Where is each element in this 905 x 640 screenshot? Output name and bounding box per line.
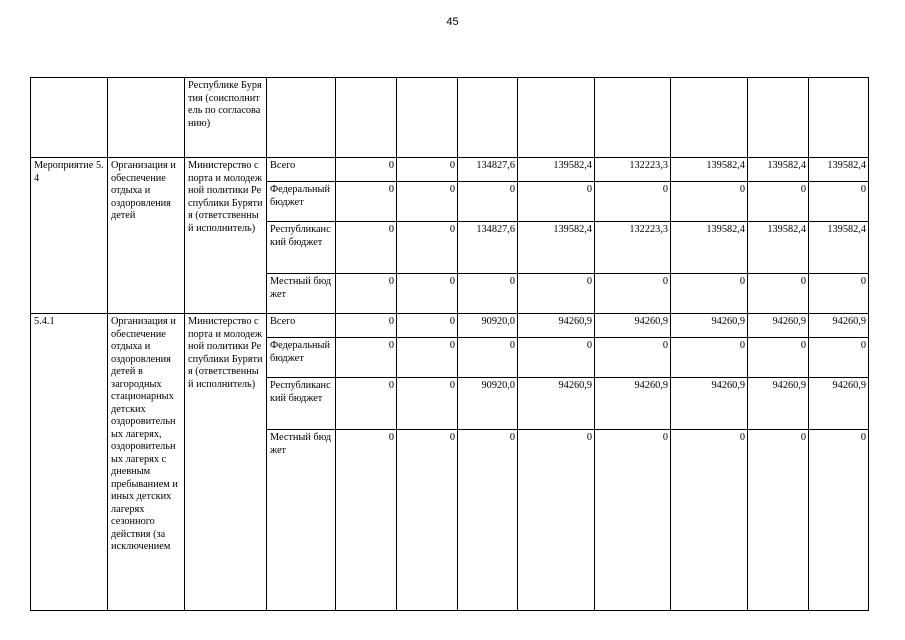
source-cell: Республиканский бюджет <box>267 222 336 274</box>
value-cell: 0 <box>397 274 458 314</box>
value-cell: 0 <box>809 274 869 314</box>
value-cell <box>671 78 748 158</box>
value-cell <box>518 78 595 158</box>
value-cell: 0 <box>595 430 671 611</box>
table-row <box>31 158 869 182</box>
table-row <box>31 78 869 158</box>
value-cell: 0 <box>397 182 458 222</box>
value-cell: 0 <box>748 274 809 314</box>
value-cell: 90920,0 <box>458 314 518 338</box>
source-cell: Местный бюджет <box>267 430 336 611</box>
table-row <box>31 314 869 338</box>
value-cell: 0 <box>595 338 671 378</box>
value-cell: 90920,0 <box>458 378 518 430</box>
value-cell: 94260,9 <box>518 314 595 338</box>
value-cell: 0 <box>809 182 869 222</box>
value-cell <box>748 78 809 158</box>
value-cell: 0 <box>671 274 748 314</box>
value-cell <box>336 78 397 158</box>
value-cell: 0 <box>809 338 869 378</box>
value-cell: 0 <box>397 314 458 338</box>
event-name-cell <box>108 78 185 158</box>
value-cell: 94260,9 <box>809 314 869 338</box>
value-cell: 0 <box>336 338 397 378</box>
value-cell: 0 <box>458 430 518 611</box>
source-cell: Республиканский бюджет <box>267 378 336 430</box>
value-cell: 0 <box>397 222 458 274</box>
value-cell: 0 <box>595 182 671 222</box>
source-cell: Федеральный бюджет <box>267 182 336 222</box>
value-cell: 94260,9 <box>595 378 671 430</box>
value-cell: 0 <box>336 182 397 222</box>
value-cell: 0 <box>748 338 809 378</box>
value-cell: 0 <box>336 274 397 314</box>
value-cell: 0 <box>518 430 595 611</box>
value-cell: 0 <box>458 338 518 378</box>
executor-cell: Министерство спорта и молодежной политики Республики Бурятия (ответственный исполнитель) <box>185 314 267 611</box>
value-cell: 0 <box>671 182 748 222</box>
value-cell: 0 <box>518 274 595 314</box>
value-cell: 132223,3 <box>595 158 671 182</box>
value-cell: 0 <box>518 182 595 222</box>
value-cell: 0 <box>397 378 458 430</box>
executor-cell: Республике Бурятия (соисполнитель по согласованию) <box>185 78 267 158</box>
event-code-cell <box>31 78 108 158</box>
value-cell: 94260,9 <box>748 378 809 430</box>
value-cell: 0 <box>458 182 518 222</box>
value-cell: 0 <box>458 274 518 314</box>
value-cell: 0 <box>671 430 748 611</box>
value-cell: 94260,9 <box>671 314 748 338</box>
value-cell: 139582,4 <box>809 158 869 182</box>
value-cell: 139582,4 <box>518 158 595 182</box>
budget-table <box>30 77 869 611</box>
value-cell: 0 <box>336 222 397 274</box>
value-cell: 0 <box>336 378 397 430</box>
value-cell: 139582,4 <box>748 222 809 274</box>
value-cell: 139582,4 <box>671 158 748 182</box>
value-cell: 139582,4 <box>809 222 869 274</box>
value-cell: 0 <box>397 338 458 378</box>
value-cell: 0 <box>595 274 671 314</box>
value-cell: 139582,4 <box>671 222 748 274</box>
value-cell: 0 <box>336 314 397 338</box>
event-code-cell: Мероприятие 5.4 <box>31 158 108 314</box>
value-cell: 94260,9 <box>748 314 809 338</box>
source-cell: Всего <box>267 158 336 182</box>
value-cell: 0 <box>748 182 809 222</box>
value-cell: 0 <box>397 158 458 182</box>
value-cell: 0 <box>748 430 809 611</box>
value-cell: 134827,6 <box>458 222 518 274</box>
source-cell <box>267 78 336 158</box>
source-cell: Местный бюджет <box>267 274 336 314</box>
value-cell <box>397 78 458 158</box>
source-cell: Всего <box>267 314 336 338</box>
event-name-cell: Организация и обеспечение отдыха и оздоровления детей <box>108 158 185 314</box>
value-cell: 94260,9 <box>595 314 671 338</box>
value-cell: 139582,4 <box>748 158 809 182</box>
value-cell: 94260,9 <box>671 378 748 430</box>
value-cell: 0 <box>809 430 869 611</box>
value-cell: 0 <box>397 430 458 611</box>
value-cell: 132223,3 <box>595 222 671 274</box>
value-cell: 139582,4 <box>518 222 595 274</box>
event-name-cell: Организация и обеспечение отдыха и оздоровления детей в загородных стационарных детских оздоровительных лагерях, оздоровительных лагерях с дневным пребыванием и иных детских лагерях сезонного действия (за исключением <box>108 314 185 611</box>
value-cell: 94260,9 <box>809 378 869 430</box>
value-cell <box>595 78 671 158</box>
value-cell: 94260,9 <box>518 378 595 430</box>
event-code-cell: 5.4.1 <box>31 314 108 611</box>
executor-cell: Министерство спорта и молодежной политики Республики Бурятия (ответственный исполнитель) <box>185 158 267 314</box>
value-cell: 0 <box>518 338 595 378</box>
value-cell <box>809 78 869 158</box>
value-cell: 0 <box>671 338 748 378</box>
source-cell: Федеральный бюджет <box>267 338 336 378</box>
value-cell: 134827,6 <box>458 158 518 182</box>
page-number: 45 <box>446 16 459 28</box>
value-cell: 0 <box>336 430 397 611</box>
value-cell <box>458 78 518 158</box>
value-cell: 0 <box>336 158 397 182</box>
